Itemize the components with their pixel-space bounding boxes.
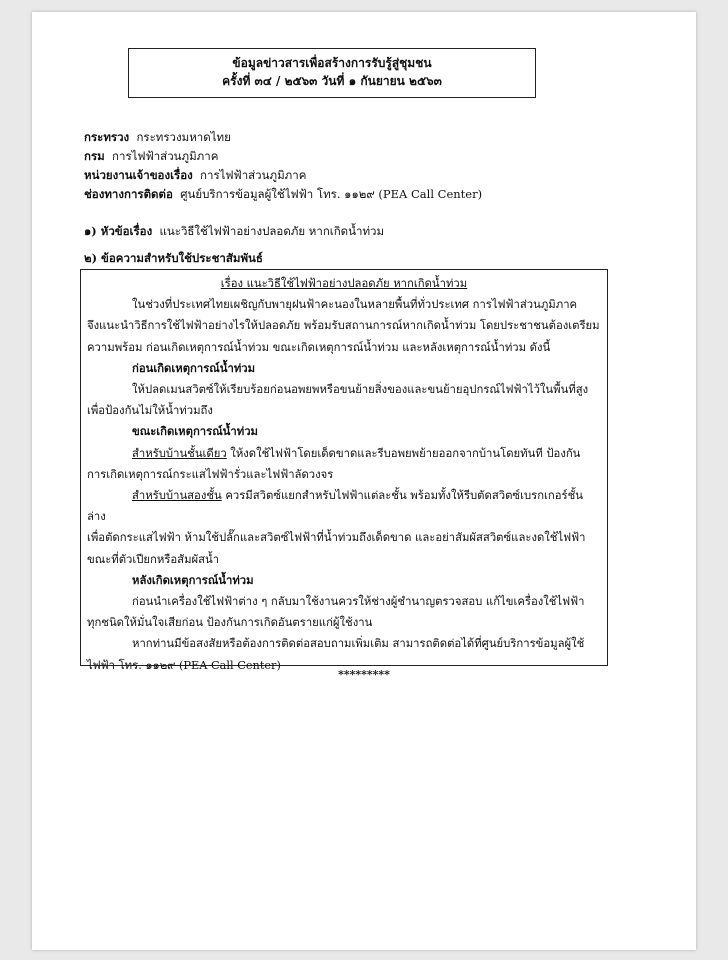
meta-owner [84, 166, 482, 185]
section-2 [84, 250, 263, 268]
intro-line-3: ความพร้อม ก่อนเกิดเหตุการณ์น้ำท่วม ขณะเกิดเหตุการณ์น้ำท่วม และหลังเหตุการณ์น้ำท่วม ดังนี้ [87, 340, 551, 354]
header-box [128, 48, 536, 98]
two-story-text: ควรมีสวิตซ์แยกสำหรับไฟฟ้าแต่ละชั้น พร้อมทั้งให้รีบตัดสวิตซ์เบรกเกอร์ชั้นล่าง [87, 489, 583, 524]
meta-ministry [84, 128, 482, 147]
single-story-line-2: การเกิดเหตุการณ์กระแสไฟฟ้ารั่วและไฟฟ้าลัดวงจร [87, 467, 334, 481]
meta-contact-value: ศูนย์บริการข้อมูลผู้ใช้ไฟฟ้า โทร. ๑๑๒๙ (PEA Call Center) [180, 187, 483, 201]
after-line-2: ทุกชนิดให้มั่นใจเสียก่อน ป้องกันการเกิดอันตรายแก่ผู้ใช้งาน [87, 616, 373, 630]
before-heading: ก่อนเกิดเหตุการณ์น้ำท่วม [132, 360, 256, 375]
single-story-line-1 [87, 443, 601, 464]
after-heading: หลังเกิดเหตุการณ์น้ำท่วม [132, 572, 254, 587]
section-1 [84, 223, 384, 241]
meta-block [84, 128, 482, 204]
intro-line-1: ในช่วงที่ประเทศไทยเผชิญกับพายุฝนฟ้าคะนองในหลายพื้นที่ทั่วประเทศ การไฟฟ้าส่วนภูมิภาค [132, 298, 578, 312]
single-story-label: สำหรับบ้านชั้นเดียว [132, 446, 227, 460]
meta-owner-label: หน่วยงานเจ้าของเรื่อง [84, 168, 193, 182]
before-line-1: ให้ปลดเมนสวิตซ์ให้เรียบร้อยก่อนอพยพหรือขนย้ายสิ่งของและขนย้ายอุปกรณ์ไฟฟ้าไว้ในพื้นที่สูง [132, 383, 589, 397]
meta-department-value: การไฟฟ้าส่วนภูมิภาค [112, 149, 219, 163]
two-story-line-3: ขณะที่ตัวเปียกหรือสัมผัสน้ำ [87, 552, 220, 566]
before-line-2: เพื่อป้องกันไม่ให้น้ำท่วมถึง [87, 404, 213, 418]
single-story-text: ให้งดใช้ไฟฟ้าโดยเด็ดขาดและรีบอพยพย้ายออกจากบ้านโดยทันที ป้องกัน [226, 446, 581, 460]
section-1-label: ๑) หัวข้อเรื่อง [84, 224, 153, 238]
header-issue: ครั้งที่ ๓๔ / ๒๕๖๓ วันที่ ๑ กันยายน ๒๕๖๓ [222, 74, 442, 88]
two-story-line-2: เพื่อตัดกระแสไฟฟ้า ห้ามใช้ปลั๊กและสวิตซ์ไฟฟ้าที่น้ำท่วมถึงเด็ดขาด และอย่าสัมผัสสวิตซ์และงดใช้ไฟฟ้า [87, 531, 586, 545]
header-title: ข้อมูลข่าวสารเพื่อสร้างการรับรู้สู่ชุมชน [232, 56, 432, 70]
content-title: เรื่อง แนะวิธีใช้ไฟฟ้าอย่างปลอดภัย หากเกิดน้ำท่วม [220, 277, 468, 290]
meta-department-label: กรม [84, 149, 105, 163]
two-story-label: สำหรับบ้านสองชั้น [132, 489, 222, 503]
end-marker: ********* [338, 668, 390, 681]
two-story-line-1 [87, 485, 601, 527]
contact-line-2: ไฟฟ้า โทร. ๑๑๒๙ (PEA Call Center) [87, 658, 281, 672]
after-line-1: ก่อนนำเครื่องใช้ไฟฟ้าต่าง ๆ กลับมาใช้งานควรให้ช่างผู้ชำนาญตรวจสอบ แก้ไขเครื่องใช้ไฟฟ้า [132, 595, 585, 609]
contact-line-1: หากท่านมีข้อสงสัยหรือต้องการติดต่อสอบถามเพิ่มเติม สามารถติดต่อได้ที่ศูนย์บริการข้อมูลผู้ใช้ [132, 637, 585, 651]
meta-contact-label: ช่องทางการติดต่อ [84, 187, 173, 201]
meta-department [84, 147, 482, 166]
intro-line-2: จึงแนะนำวิธีการใช้ไฟฟ้าอย่างไรให้ปลอดภัย พร้อมรับสถานการณ์หากเกิดน้ำท่วม โดยประชาชนต้องเตรียม [87, 319, 600, 333]
section-1-value: แนะวิธีใช้ไฟฟ้าอย่างปลอดภัย หากเกิดน้ำท่วม [159, 224, 385, 238]
content-box [80, 269, 608, 672]
meta-ministry-label: กระทรวง [84, 130, 130, 144]
during-heading: ขณะเกิดเหตุการณ์น้ำท่วม [132, 424, 258, 439]
meta-contact [84, 185, 482, 204]
meta-ministry-value: กระทรวงมหาดไทย [136, 130, 231, 144]
meta-owner-value: การไฟฟ้าส่วนภูมิภาค [200, 168, 307, 182]
section-2-label: ๒) ข้อความสำหรับใช้ประชาสัมพันธ์ [84, 251, 263, 265]
